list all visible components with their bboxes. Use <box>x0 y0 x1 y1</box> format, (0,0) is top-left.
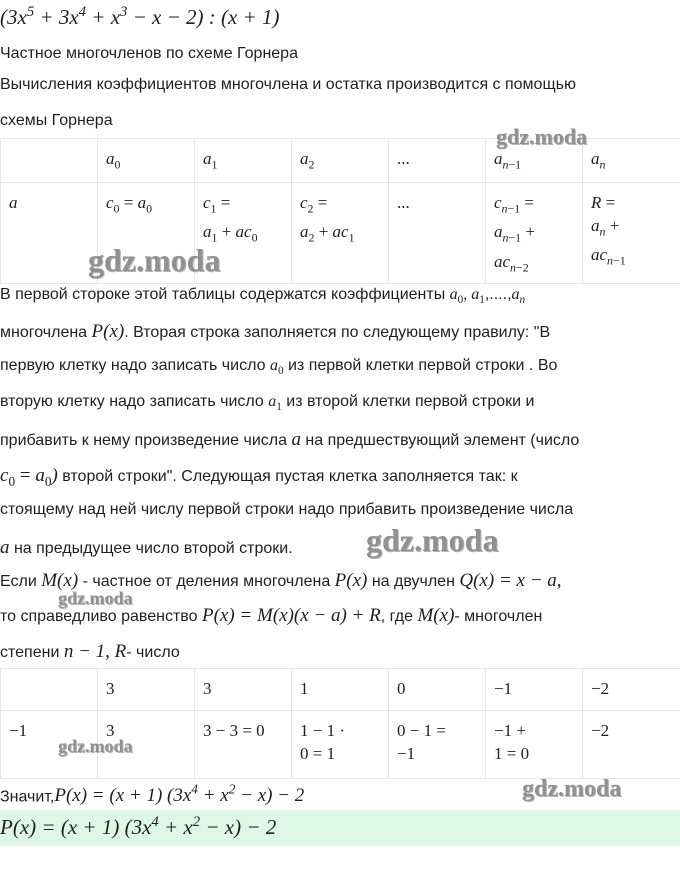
explain-line-5: прибавить к нему произведение числа a на предшествующий элемент (число <box>0 429 580 450</box>
table-cell: $c_2$ = $a_2 + ac_1$ <box>292 183 389 284</box>
watermark: gdz.moda <box>522 776 622 802</box>
table-cell: 1 − 1 · 0 = 1 <box>292 711 389 779</box>
table-cell: $a_2$ <box>292 139 389 183</box>
table-cell <box>1 139 98 183</box>
watermark: gdz.moda <box>496 124 588 149</box>
table-cell: −1 <box>1 711 98 779</box>
final-answer: P(x) = (x + 1) $(3x^4 + x^2 - x) - 2$ <box>0 814 277 839</box>
table-cell: $a_0$ <box>98 139 195 183</box>
table-cell: −2 <box>583 711 680 779</box>
table-cell: 3 − 3 = 0 <box>195 711 292 779</box>
table-cell: 1 <box>292 669 389 711</box>
table-cell: −1 + 1 = 0 <box>486 711 583 779</box>
table-cell: a <box>1 183 98 284</box>
explain-line-4: вторую клетку надо записать число $a_1$ из второй клетки первой строки и <box>0 393 535 414</box>
table-cell: 3 <box>98 669 195 711</box>
intro-line-1: Вычисления коэффициентов многочлена и остатка производится с помощью <box>0 76 576 93</box>
table-cell: $a_{n-1}$ <box>486 139 583 183</box>
table-cell: R = $a_n$ + $ac_{n-1}$ <box>583 183 680 284</box>
watermark: gdz.moda <box>366 522 499 558</box>
horner-calc-table <box>0 668 680 779</box>
theorem-line-1: Если M(x) - частное от деления многочлена P(x) на двучлен Q(x) = x − a, <box>0 570 562 591</box>
table-cell: 0 <box>389 669 486 711</box>
watermark: gdz.moda <box>88 242 221 278</box>
table-cell: −2 <box>583 669 680 711</box>
table-cell: 3 <box>98 711 195 779</box>
explain-line-1: В первой стороке этой таблицы содержатся коэффициенты $a_0$, $a_1,....,a_n$ <box>0 286 526 307</box>
explain-line-7: стоящему над ней числу первой строки надо прибавить произведение числа <box>0 501 574 518</box>
conclusion-line: Значит,P(x) = (x + 1) $(3x^4 + x^2 - x) - 2$ <box>0 782 305 807</box>
table-cell: $c_0 = a_0$ <box>98 183 195 284</box>
table-cell: ... <box>389 139 486 183</box>
table-cell: ... <box>389 183 486 284</box>
table-cell: 0 − 1 = −1 <box>389 711 486 779</box>
watermark: gdz.moda <box>58 588 133 608</box>
table-cell: $a_n$ <box>583 139 680 183</box>
explain-line-2: многочлена P(x). Вторая строка заполняется по следующему правилу: "В <box>0 321 551 342</box>
watermark: gdz.moda <box>58 736 133 756</box>
subtitle: Частное многочленов по схеме Горнера <box>0 45 298 62</box>
theorem-line-3: степени n − 1, R- число <box>0 641 180 662</box>
header-expression: $(3x^5 + 3x^4 + x^3 - x - 2)$ : (x + 1) <box>0 4 280 29</box>
table-cell: $c_{n-1}$ = $a_{n-1}$ + $ac_{n-2}$ <box>486 183 583 284</box>
intro-line-2: схемы Горнера <box>0 112 113 129</box>
explain-line-8: a на предыдущее число второй строки. <box>0 537 293 558</box>
table-cell: 3 <box>195 669 292 711</box>
table-row <box>1 669 680 711</box>
explain-line-3: первую клетку надо записать число $a_0$ из первой клетки первой строки . Во <box>0 357 558 378</box>
theorem-line-2: то справедливо равенство P(x) = M(x)(x − a) + R, где M(x)- многочлен <box>0 605 543 626</box>
table-cell: −1 <box>486 669 583 711</box>
table-cell: $c_1$ = $a_1 + ac_0$ <box>195 183 292 284</box>
explain-line-6: $c_0 = a_0$) второй строки". Следующая пустая клетка заполняется так: к <box>0 465 518 489</box>
table-cell: $a_1$ <box>195 139 292 183</box>
table-cell <box>1 669 98 711</box>
